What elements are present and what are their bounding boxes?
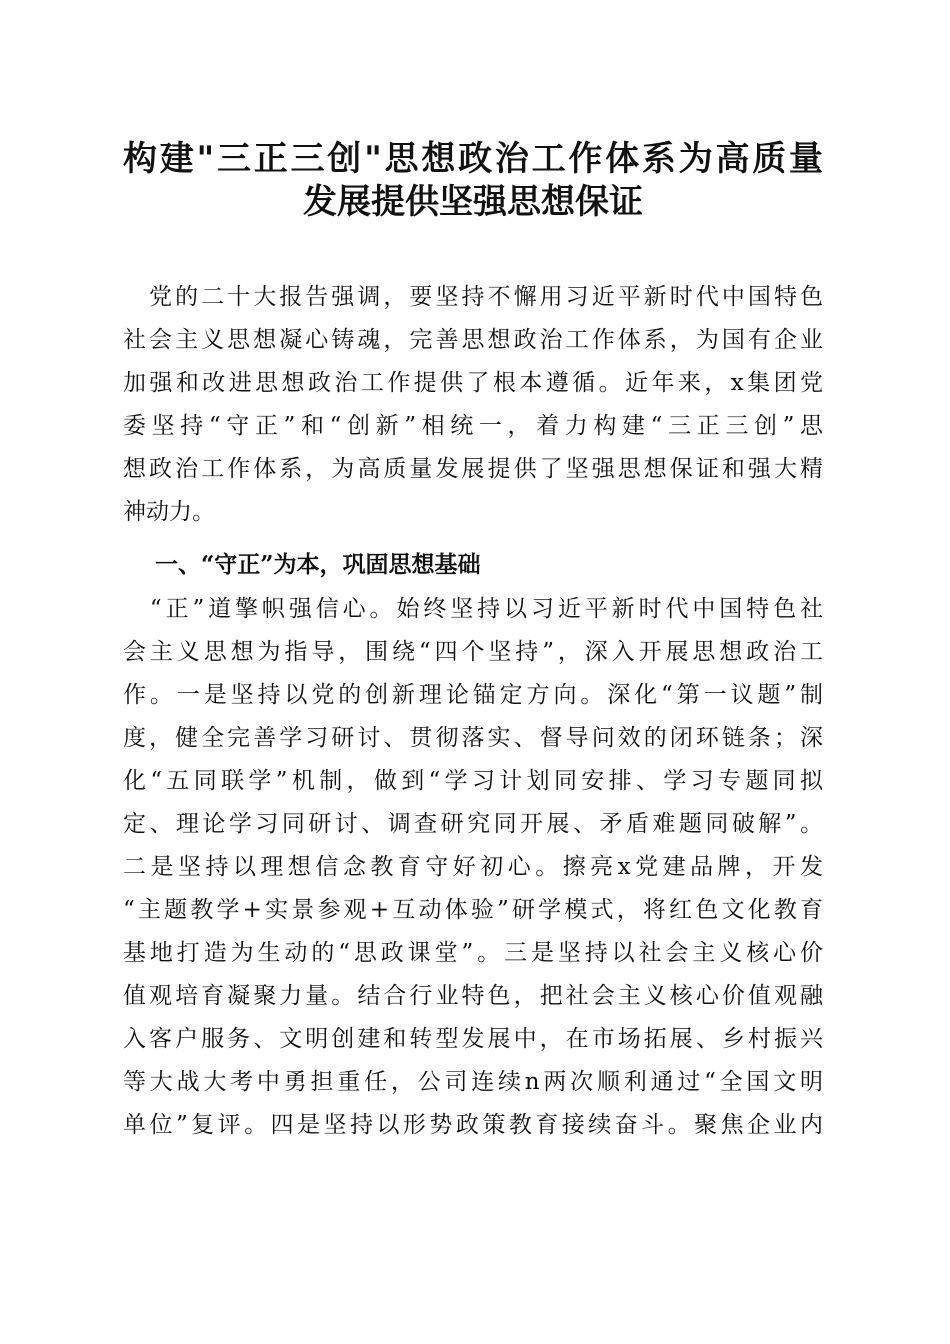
paragraph-line: 值观培育凝聚力量。结合行业特色，把社会主义核心价值观融 [123,983,823,1009]
paragraph-line: 会主义思想为指导，围绕“四个坚持”，深入开展思想政治工 [123,639,823,665]
paragraph-line: 度，健全完善学习研讨、贯彻落实、督导问效的闭环链条；深 [123,725,823,751]
paragraph-line: 神动力。 [123,499,215,525]
paragraph-line: 等大战大考中勇担重任，公司连续n两次顺利通过“全国文明 [123,1069,823,1095]
paragraph-line: “正”道擎帜强信心。始终坚持以习近平新时代中国特色社 [123,596,823,622]
paragraph-line: 作。一是坚持以党的创新理论锚定方向。深化“第一议题”制 [123,682,823,708]
paragraph-line: 想政治工作体系，为高质量发展提供了坚强思想保证和强大精 [123,456,823,482]
document-title-line-2: 发展提供坚强思想保证 [303,182,643,222]
paragraph-line: 定、理论学习同研讨、调查研究同开展、矛盾难题同破解”。 [123,811,823,837]
paragraph-line: 党的二十大报告强调，要坚持不懈用习近平新时代中国特色 [123,284,823,310]
paragraph-line: 基地打造为生动的“思政课堂”。三是坚持以社会主义核心价 [123,940,823,966]
paragraph-line: 化“五同联学”机制，做到“学习计划同安排、学习专题同拟 [123,768,823,794]
paragraph-line: 入客户服务、文明创建和转型发展中，在市场拓展、乡村振兴 [123,1026,823,1052]
paragraph-line: “主题教学+实景参观+互动体验”研学模式，将红色文化教育 [123,897,823,923]
document-title-line-1: 构建"三正三创"思想政治工作体系为高质量 [123,139,823,179]
paragraph-line: 社会主义思想凝心铸魂，完善思想政治工作体系，为国有企业 [123,327,823,353]
paragraph-line: 单位”复评。四是坚持以形势政策教育接续奋斗。聚焦企业内 [123,1112,823,1138]
paragraph-line: 二是坚持以理想信念教育守好初心。擦亮x党建品牌，开发 [123,854,823,880]
section-heading: 一、“守正”为本，巩固思想基础 [155,551,481,578]
paragraph-line: 加强和改进思想政治工作提供了根本遵循。近年来，x集团党 [123,370,823,396]
paragraph-line: 委坚持“守正”和“创新”相统一，着力构建“三正三创”思 [123,413,823,439]
